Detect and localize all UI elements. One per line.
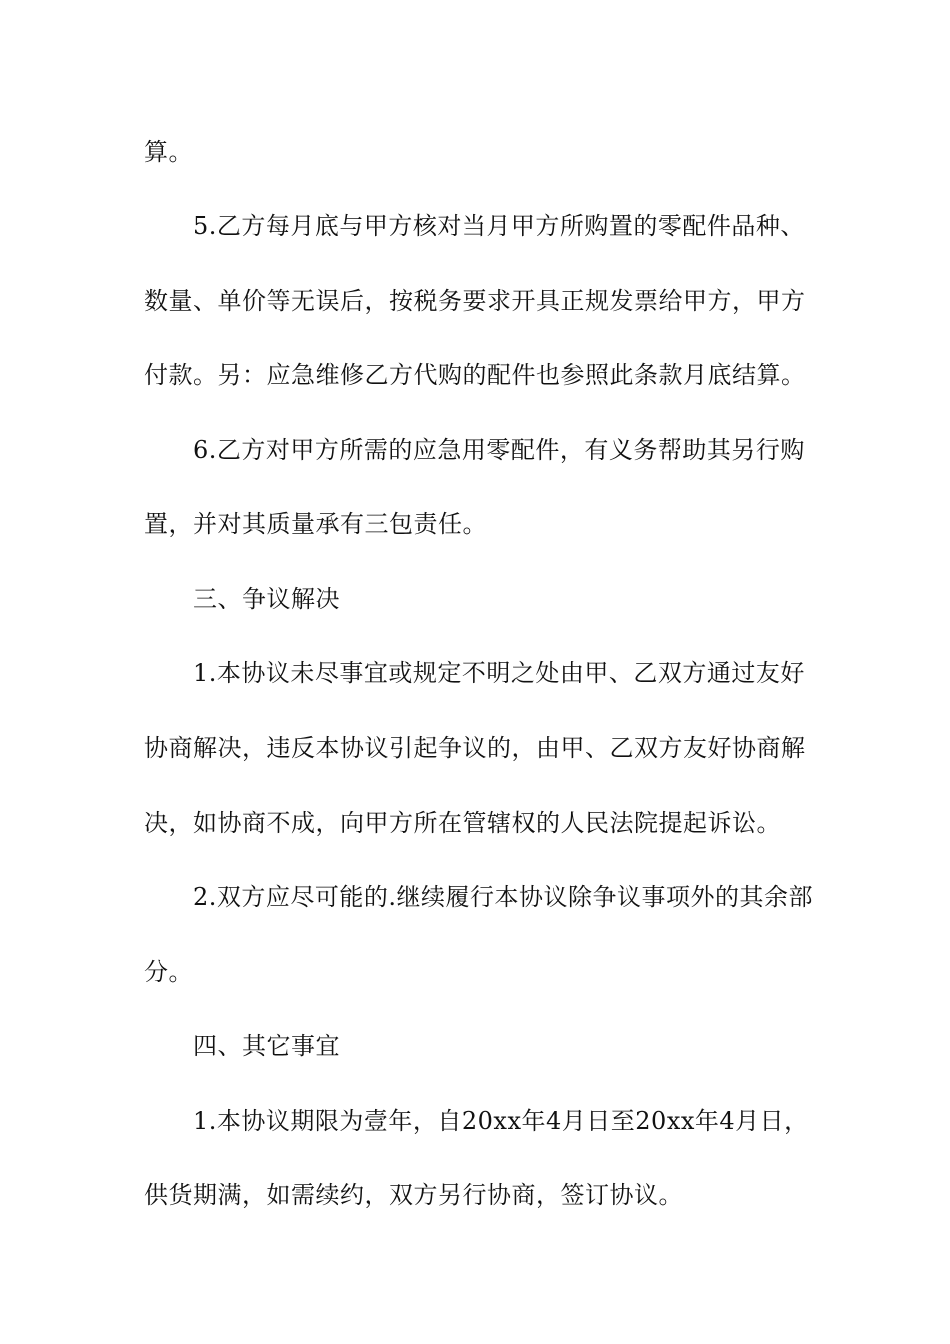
- text-line: 2.双方应尽可能的.继续履行本协议除争议事项外的其余部: [193, 883, 814, 911]
- text-line: 数量、单价等无误后，按税务要求开具正规发票给甲方，甲方: [144, 287, 806, 315]
- text-line: 分。: [144, 958, 193, 986]
- text-line: 1.本协议期限为壹年，自20xx年4月日至20xx年4月日，: [193, 1107, 809, 1135]
- text-line: 付款。另：应急维修乙方代购的配件也参照此条款月底结算。: [144, 361, 806, 389]
- text-line: 供货期满，如需续约，双方另行协商，签订协议。: [144, 1181, 683, 1209]
- text-line: 6.乙方对甲方所需的应急用零配件，有义务帮助其另行购: [193, 436, 805, 464]
- text-line: 算。: [144, 138, 193, 166]
- text-line: 协商解决，违反本协议引起争议的，由甲、乙双方友好协商解: [144, 734, 806, 762]
- section-heading: 四、其它事宜: [193, 1032, 340, 1060]
- text-line: 1.本协议未尽事宜或规定不明之处由甲、乙双方通过友好: [193, 659, 805, 687]
- section-heading: 三、争议解决: [193, 585, 340, 613]
- text-line: 决，如协商不成，向甲方所在管辖权的人民法院提起诉讼。: [144, 809, 781, 837]
- text-line: 5.乙方每月底与甲方核对当月甲方所购置的零配件品种、: [193, 212, 805, 240]
- text-line: 置，并对其质量承有三包责任。: [144, 510, 487, 538]
